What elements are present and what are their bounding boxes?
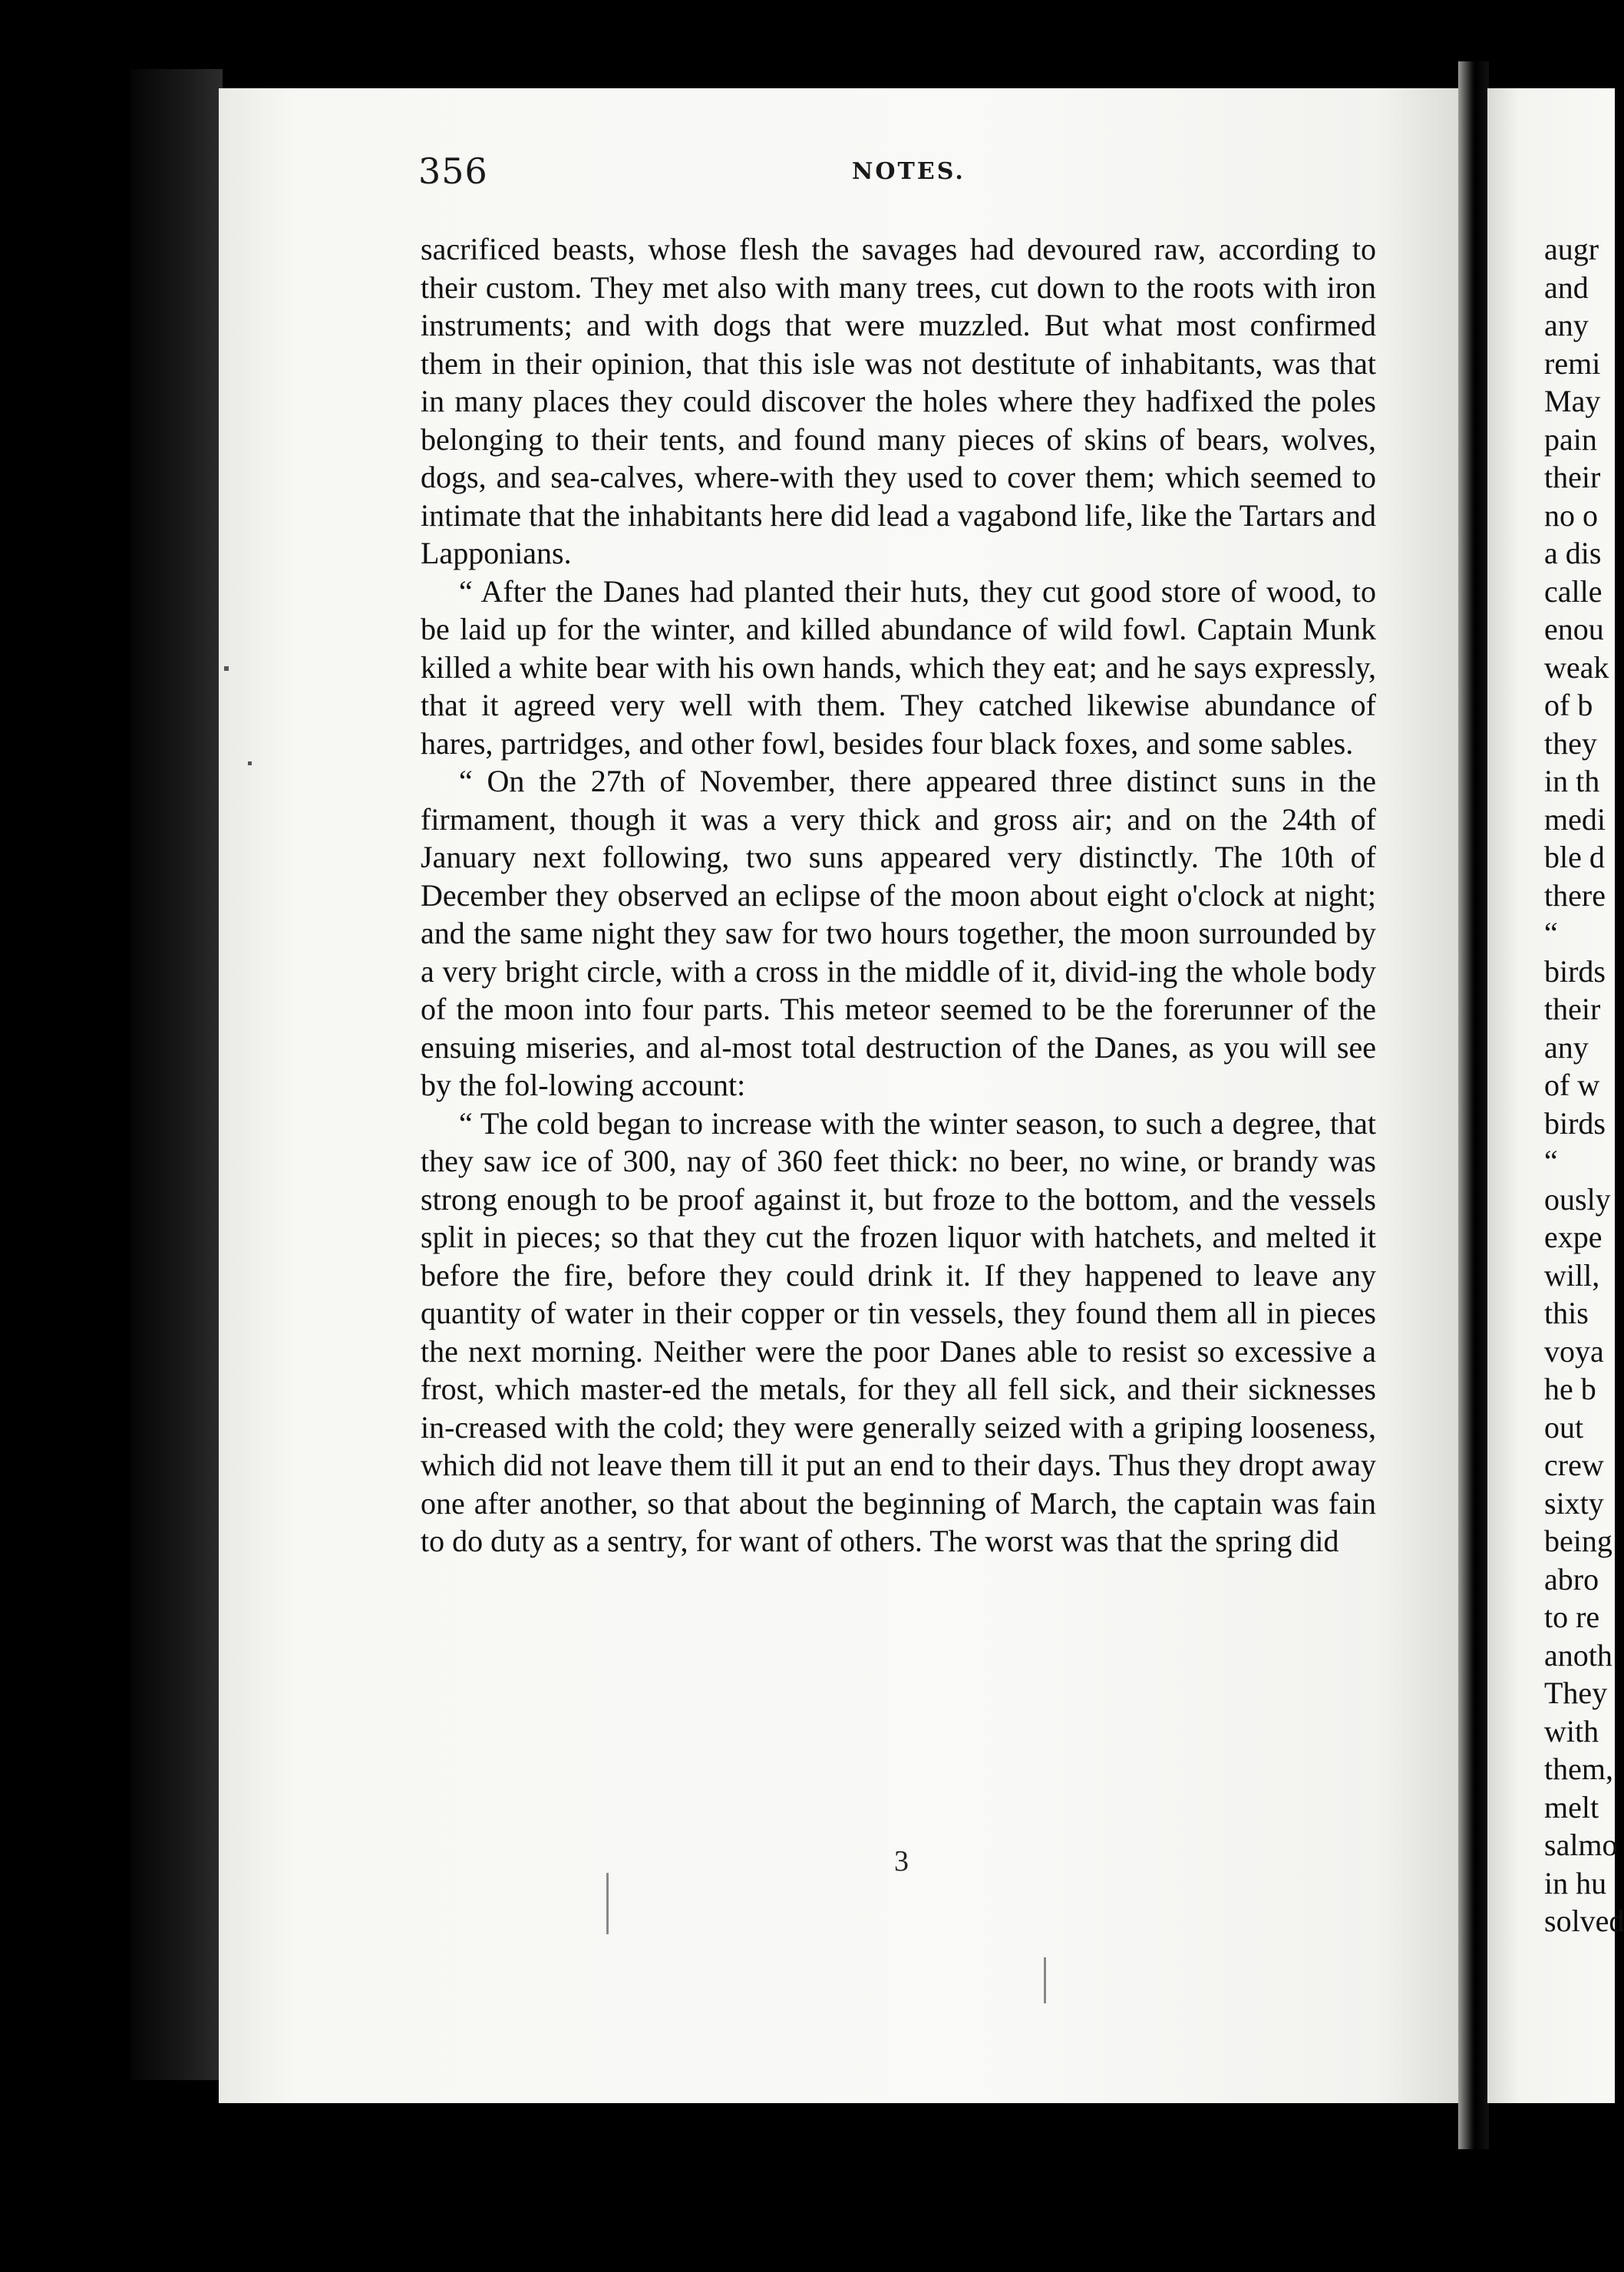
right-page-fragment: of b	[1544, 688, 1593, 722]
right-page-fragment: of w	[1544, 1068, 1600, 1102]
body-text	[421, 230, 1376, 1560]
margin-mark	[224, 666, 229, 671]
right-page-fragment: ously	[1544, 1181, 1611, 1217]
right-page-fragment: in th	[1544, 764, 1600, 798]
right-page-fragment: them,	[1544, 1752, 1613, 1786]
paragraph-3: “ On the 27th of November, there appeared three distinct suns in the firmament, though it was a very thick and gross air; and on the 24th of January next following, two suns appeared very distinctly. The 10th of December they observed an eclipse of the moon about eight o'clock at night; and the same night they saw for two hours together, the moon surrounded by a very bright circle, with a cross in the middle of it, divid-ing the whole body of the moon into four parts. This meteor seemed to be the forerunner of the ensuing miseries, and al-most total destruction of the Danes, as you will see by the fol-lowing account:	[421, 764, 1376, 1102]
right-page-fragment: a dis	[1544, 536, 1602, 570]
paragraph-1: sacrificed beasts, whose flesh the savages had devoured raw, according to their custom. They met also with many trees, cut down to the roots with iron instruments; and with dogs that were muzzled. But what most confirmed them in their opinion, that this isle was not destitute of inhabitants, was that in many places they could discover the holes where they hadfixed the poles belonging to their tents, and found many pieces of skins of bears, wolves, dogs, and sea-calves, where-with they used to cover them; which seemed to intimate that the inhabitants here did lead a vagabond life, like the Tartars and Lapponians.	[421, 232, 1376, 570]
right-page-fragment: “	[1544, 916, 1558, 950]
right-page-fragment: crew	[1544, 1448, 1604, 1482]
right-page-fragment: their	[1544, 460, 1601, 494]
right-page-fragment: their	[1544, 992, 1601, 1026]
right-page-fragment: this	[1544, 1296, 1589, 1330]
right-page-fragment: weak	[1544, 649, 1609, 685]
margin-mark	[248, 761, 252, 765]
right-page-fragment: expe	[1544, 1220, 1603, 1254]
right-page-fragment: abro	[1544, 1561, 1599, 1597]
right-page-fragment: augr	[1544, 232, 1599, 266]
right-page-fragment: any	[1544, 308, 1589, 342]
paragraph-2: “ After the Danes had planted their huts, they cut good store of wood, to be laid up for the winter, and killed abundance of wild fowl. Captain Munk killed a white bear with his own hands, which they eat; and he says expressly, that it agreed very well with them. They catched likewise abundance of hares, partridges, and other fowl, besides four black foxes, and some sables.	[421, 573, 1376, 761]
right-page-fragment: voya	[1544, 1333, 1604, 1369]
right-page-fragment: no o	[1544, 497, 1598, 533]
paragraph-4: “ The cold began to increase with the winter season, to such a degree, that they saw ice of 300, nay of 360 feet thick: no beer, no wine, or brandy was strong enough to be proof against it, but froze to the bottom, and the vessels split in pieces; so that they cut the frozen liquor with hatchets, and melted it before the fire, before they could drink it. If they happened to leave any quantity of water in their copper or tin vessels, they found them all in pieces the next morning. Neither were the poor Danes able to resist so excessive a frost, which master-ed the metals, for they all fell sick, and their sicknesses in-creased with the cold; they were generally seized with a griping looseness, which did not leave them till it put an end to their days. Thus they dropt away one after another, so that about the beginning of March, the captain was fain to do duty as a sentry, for want of others. The worst was that the spring did	[421, 1105, 1376, 1558]
right-page-fragment: May	[1544, 384, 1601, 418]
right-page-fragment: in hu	[1544, 1865, 1607, 1900]
right-page-fragment: remi	[1544, 345, 1601, 381]
right-page-fragment: he b	[1544, 1372, 1596, 1406]
right-page-fragment: ble d	[1544, 840, 1605, 874]
right-page-fragment: calle	[1544, 573, 1603, 609]
page-gutter	[1458, 61, 1489, 2149]
right-page-fragment: and	[1544, 269, 1589, 305]
right-page-fragment: melt	[1544, 1789, 1599, 1825]
right-page-fragment: will,	[1544, 1257, 1600, 1293]
right-page-fragment: sixty	[1544, 1485, 1604, 1521]
right-page-column	[1544, 230, 1624, 1940]
right-page-fragment: any	[1544, 1029, 1589, 1065]
page-number: 356	[418, 150, 488, 192]
pencil-stroke	[606, 1873, 609, 1934]
running-head: NOTES.	[852, 158, 965, 185]
right-page-fragment: birds	[1544, 953, 1606, 989]
right-page-fragment: out	[1544, 1409, 1584, 1445]
right-page-fragment: pain	[1544, 421, 1597, 457]
right-page-fragment: being	[1544, 1524, 1612, 1558]
right-page-fragment: to re	[1544, 1600, 1600, 1634]
right-page-fragment: salmo	[1544, 1828, 1618, 1862]
right-page-fragment: anoth	[1544, 1637, 1612, 1673]
right-page-fragment: solved	[1544, 1904, 1624, 1938]
page-header	[0, 150, 1615, 196]
right-page-fragment: “	[1544, 1144, 1558, 1178]
right-page-fragment: with	[1544, 1713, 1599, 1749]
book-binding	[130, 69, 223, 2080]
right-page-fragment: birds	[1544, 1105, 1606, 1141]
right-page-fragment: enou	[1544, 612, 1604, 646]
right-page-fragment: medi	[1544, 801, 1606, 837]
right-page-fragment: they	[1544, 725, 1597, 761]
pencil-stroke	[1044, 1957, 1046, 2003]
right-page-fragment: They	[1544, 1676, 1608, 1710]
right-page-fragment: there	[1544, 877, 1606, 913]
signature-mark: 3	[894, 1845, 909, 1877]
